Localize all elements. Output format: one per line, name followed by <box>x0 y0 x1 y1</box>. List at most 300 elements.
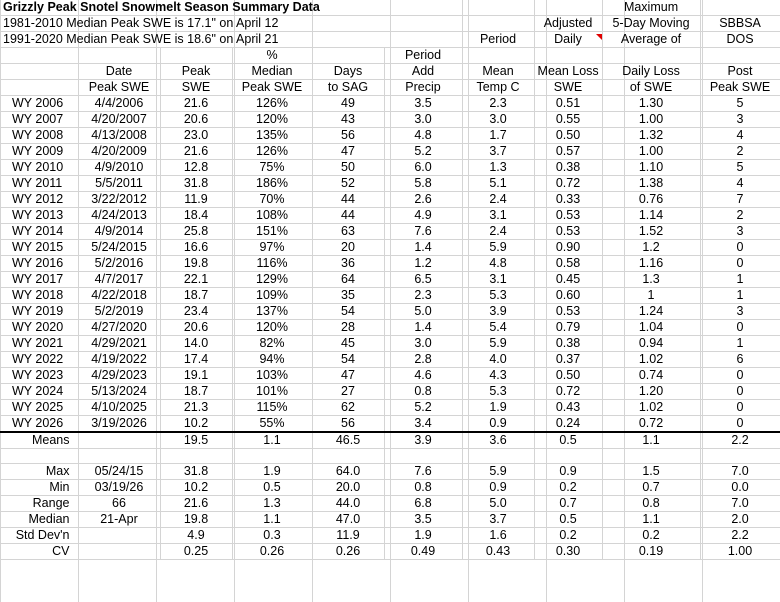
data-cell[interactable]: 4/22/2018 <box>78 288 160 304</box>
water-year-cell[interactable]: WY 2021 <box>0 336 78 352</box>
data-cell[interactable]: 3 <box>700 304 780 320</box>
data-cell[interactable]: 1 <box>700 272 780 288</box>
data-cell[interactable]: 0 <box>700 256 780 272</box>
data-cell[interactable]: 5.9 <box>462 240 534 256</box>
data-cell[interactable]: 1 <box>700 336 780 352</box>
column-header[interactable] <box>312 48 384 64</box>
data-cell[interactable]: 116% <box>232 256 312 272</box>
data-cell[interactable]: 5.8 <box>384 176 462 192</box>
data-cell[interactable]: 1 <box>602 288 700 304</box>
empty-cell[interactable] <box>160 449 232 464</box>
stat-cell[interactable]: 0.9 <box>534 464 602 480</box>
data-cell[interactable]: 1.52 <box>602 224 700 240</box>
data-cell[interactable]: 45 <box>312 336 384 352</box>
data-cell[interactable]: 12.8 <box>160 160 232 176</box>
data-cell[interactable]: 56 <box>312 416 384 433</box>
data-cell[interactable]: 7 <box>700 192 780 208</box>
stat-cell[interactable]: 1.1 <box>602 512 700 528</box>
data-cell[interactable]: 3.4 <box>384 416 462 433</box>
column-header[interactable]: Median <box>232 64 312 80</box>
data-cell[interactable]: 2.3 <box>462 96 534 112</box>
data-cell[interactable]: 4 <box>700 128 780 144</box>
data-cell[interactable]: 47 <box>312 144 384 160</box>
header-cell[interactable]: Adjusted <box>534 16 602 32</box>
means-cell[interactable]: 3.9 <box>384 432 462 449</box>
data-cell[interactable]: 2.3 <box>384 288 462 304</box>
data-cell[interactable]: 0.53 <box>534 208 602 224</box>
data-cell[interactable]: 20 <box>312 240 384 256</box>
data-cell[interactable]: 70% <box>232 192 312 208</box>
data-cell[interactable]: 101% <box>232 384 312 400</box>
data-cell[interactable]: 0.72 <box>534 176 602 192</box>
data-cell[interactable]: 18.4 <box>160 208 232 224</box>
data-cell[interactable]: 0 <box>700 368 780 384</box>
stat-cell[interactable]: 47.0 <box>312 512 384 528</box>
data-cell[interactable]: 94% <box>232 352 312 368</box>
stat-cell[interactable]: 0.8 <box>384 480 462 496</box>
data-cell[interactable]: 0.76 <box>602 192 700 208</box>
stat-cell[interactable]: 7.0 <box>700 496 780 512</box>
empty-cell[interactable] <box>700 449 780 464</box>
data-cell[interactable]: 1.00 <box>602 112 700 128</box>
data-cell[interactable]: 5.2 <box>384 144 462 160</box>
data-cell[interactable]: 0.51 <box>534 96 602 112</box>
data-cell[interactable]: 4/9/2010 <box>78 160 160 176</box>
empty-cell[interactable] <box>534 449 602 464</box>
stat-cell[interactable]: 03/19/26 <box>78 480 160 496</box>
stat-cell[interactable] <box>78 528 160 544</box>
data-cell[interactable]: 0.38 <box>534 160 602 176</box>
data-cell[interactable]: 1.38 <box>602 176 700 192</box>
stat-cell[interactable]: 0.3 <box>232 528 312 544</box>
column-header[interactable]: Temp C <box>462 80 534 96</box>
data-cell[interactable]: 3.0 <box>384 112 462 128</box>
stat-cell[interactable]: 1.6 <box>462 528 534 544</box>
data-cell[interactable]: 75% <box>232 160 312 176</box>
column-header[interactable] <box>700 48 780 64</box>
water-year-cell[interactable]: WY 2012 <box>0 192 78 208</box>
header-cell[interactable]: Period <box>462 32 534 48</box>
data-cell[interactable]: 0.72 <box>534 384 602 400</box>
header-cell[interactable]: DOS <box>700 32 780 48</box>
data-cell[interactable]: 1.30 <box>602 96 700 112</box>
stat-cell[interactable]: 66 <box>78 496 160 512</box>
data-cell[interactable]: 3.1 <box>462 272 534 288</box>
data-cell[interactable]: 6.5 <box>384 272 462 288</box>
data-cell[interactable]: 3 <box>700 224 780 240</box>
data-cell[interactable]: 151% <box>232 224 312 240</box>
data-cell[interactable]: 120% <box>232 112 312 128</box>
stat-cell[interactable]: 21.6 <box>160 496 232 512</box>
data-cell[interactable]: 0.45 <box>534 272 602 288</box>
data-cell[interactable]: 0.57 <box>534 144 602 160</box>
data-cell[interactable]: 126% <box>232 144 312 160</box>
data-cell[interactable]: 3/19/2026 <box>78 416 160 433</box>
data-cell[interactable]: 55% <box>232 416 312 433</box>
header-cell[interactable] <box>462 0 534 16</box>
data-cell[interactable]: 54 <box>312 352 384 368</box>
empty-cell[interactable] <box>78 449 160 464</box>
data-cell[interactable]: 2.4 <box>462 192 534 208</box>
data-cell[interactable]: 0 <box>700 384 780 400</box>
data-cell[interactable]: 1.2 <box>384 256 462 272</box>
data-cell[interactable]: 4/19/2022 <box>78 352 160 368</box>
data-cell[interactable]: 35 <box>312 288 384 304</box>
stat-cell[interactable]: 0.7 <box>602 480 700 496</box>
water-year-cell[interactable]: WY 2016 <box>0 256 78 272</box>
data-cell[interactable]: 20.6 <box>160 320 232 336</box>
data-cell[interactable]: 0.58 <box>534 256 602 272</box>
water-year-cell[interactable]: WY 2013 <box>0 208 78 224</box>
data-cell[interactable]: 27 <box>312 384 384 400</box>
stat-cell[interactable]: 1.3 <box>232 496 312 512</box>
data-cell[interactable]: 3.9 <box>462 304 534 320</box>
stat-cell[interactable]: 1.00 <box>700 544 780 560</box>
empty-cell[interactable] <box>602 449 700 464</box>
data-cell[interactable]: 4/20/2007 <box>78 112 160 128</box>
data-cell[interactable]: 49 <box>312 96 384 112</box>
empty-cell[interactable] <box>312 449 384 464</box>
stat-cell[interactable]: 0.26 <box>232 544 312 560</box>
data-cell[interactable]: 4/20/2009 <box>78 144 160 160</box>
stat-cell[interactable]: 0.49 <box>384 544 462 560</box>
data-cell[interactable]: 5.3 <box>462 288 534 304</box>
data-cell[interactable]: 0.90 <box>534 240 602 256</box>
data-cell[interactable]: 1 <box>700 288 780 304</box>
stat-cell[interactable]: 11.9 <box>312 528 384 544</box>
data-cell[interactable]: 5.0 <box>384 304 462 320</box>
data-cell[interactable]: 0.24 <box>534 416 602 433</box>
stat-cell[interactable]: 0.5 <box>232 480 312 496</box>
data-cell[interactable]: 2.6 <box>384 192 462 208</box>
data-cell[interactable]: 20.6 <box>160 112 232 128</box>
water-year-cell[interactable]: WY 2009 <box>0 144 78 160</box>
data-cell[interactable]: 52 <box>312 176 384 192</box>
data-cell[interactable]: 4/27/2020 <box>78 320 160 336</box>
data-cell[interactable]: 4.6 <box>384 368 462 384</box>
column-header[interactable]: Peak SWE <box>232 80 312 96</box>
data-cell[interactable]: 17.4 <box>160 352 232 368</box>
data-cell[interactable]: 0.94 <box>602 336 700 352</box>
stat-cell[interactable]: 0.26 <box>312 544 384 560</box>
column-header[interactable]: Precip <box>384 80 462 96</box>
stat-cell[interactable]: 0.7 <box>534 496 602 512</box>
data-cell[interactable]: 0.8 <box>384 384 462 400</box>
data-cell[interactable]: 7.6 <box>384 224 462 240</box>
data-cell[interactable]: 82% <box>232 336 312 352</box>
data-cell[interactable]: 0.37 <box>534 352 602 368</box>
data-cell[interactable]: 4.8 <box>462 256 534 272</box>
column-header[interactable]: Mean <box>462 64 534 80</box>
column-header[interactable]: SWE <box>160 80 232 96</box>
water-year-cell[interactable]: WY 2017 <box>0 272 78 288</box>
means-cell[interactable]: 3.6 <box>462 432 534 449</box>
stat-cell[interactable]: 05/24/15 <box>78 464 160 480</box>
stat-cell[interactable] <box>78 544 160 560</box>
column-header[interactable] <box>0 80 78 96</box>
data-cell[interactable]: 63 <box>312 224 384 240</box>
data-cell[interactable]: 4.0 <box>462 352 534 368</box>
stat-cell[interactable]: 2.2 <box>700 528 780 544</box>
means-cell[interactable]: 1.1 <box>232 432 312 449</box>
stat-cell[interactable]: 5.9 <box>462 464 534 480</box>
stat-label[interactable]: Min <box>0 480 78 496</box>
data-cell[interactable]: 1.02 <box>602 400 700 416</box>
stat-label[interactable]: Std Dev'n <box>0 528 78 544</box>
data-cell[interactable]: 120% <box>232 320 312 336</box>
column-header[interactable]: Peak <box>160 64 232 80</box>
data-cell[interactable]: 18.7 <box>160 384 232 400</box>
stat-cell[interactable]: 7.0 <box>700 464 780 480</box>
header-cell[interactable]: Maximum <box>602 0 700 16</box>
data-cell[interactable]: 0.50 <box>534 128 602 144</box>
empty-cell[interactable] <box>232 449 312 464</box>
header-cell[interactable]: Average of <box>602 32 700 48</box>
stat-cell[interactable]: 21-Apr <box>78 512 160 528</box>
stat-label[interactable]: Median <box>0 512 78 528</box>
stat-cell[interactable]: 7.6 <box>384 464 462 480</box>
header-cell[interactable]: 5-Day Moving <box>602 16 700 32</box>
data-cell[interactable]: 97% <box>232 240 312 256</box>
data-cell[interactable]: 19.1 <box>160 368 232 384</box>
data-cell[interactable]: 54 <box>312 304 384 320</box>
data-cell[interactable]: 1.16 <box>602 256 700 272</box>
stat-cell[interactable]: 3.5 <box>384 512 462 528</box>
data-cell[interactable]: 0.60 <box>534 288 602 304</box>
data-cell[interactable]: 186% <box>232 176 312 192</box>
stat-cell[interactable]: 10.2 <box>160 480 232 496</box>
data-cell[interactable]: 1.2 <box>602 240 700 256</box>
header-cell[interactable] <box>700 0 780 16</box>
data-cell[interactable]: 0.53 <box>534 224 602 240</box>
header-cell[interactable]: Daily <box>534 32 602 48</box>
data-cell[interactable]: 0.38 <box>534 336 602 352</box>
data-cell[interactable]: 0.74 <box>602 368 700 384</box>
column-header[interactable]: Days <box>312 64 384 80</box>
data-cell[interactable]: 1.02 <box>602 352 700 368</box>
data-cell[interactable]: 5.4 <box>462 320 534 336</box>
data-cell[interactable]: 47 <box>312 368 384 384</box>
stat-cell[interactable]: 6.8 <box>384 496 462 512</box>
data-cell[interactable]: 0 <box>700 320 780 336</box>
data-cell[interactable]: 3.5 <box>384 96 462 112</box>
empty-cell[interactable] <box>462 449 534 464</box>
data-cell[interactable]: 4/4/2006 <box>78 96 160 112</box>
data-cell[interactable]: 36 <box>312 256 384 272</box>
column-header[interactable] <box>534 48 602 64</box>
data-cell[interactable]: 4/29/2023 <box>78 368 160 384</box>
water-year-cell[interactable]: WY 2018 <box>0 288 78 304</box>
column-header[interactable]: Mean Loss <box>534 64 602 80</box>
stat-cell[interactable]: 0.30 <box>534 544 602 560</box>
data-cell[interactable]: 115% <box>232 400 312 416</box>
data-cell[interactable]: 3.7 <box>462 144 534 160</box>
empty-cell[interactable] <box>0 449 78 464</box>
data-cell[interactable]: 4/9/2014 <box>78 224 160 240</box>
column-header[interactable]: Peak SWE <box>700 80 780 96</box>
data-cell[interactable]: 10.2 <box>160 416 232 433</box>
data-cell[interactable]: 3 <box>700 112 780 128</box>
median-note-1981[interactable]: 1991-2020 Median Peak SWE is 18.6" on April 21 <box>0 32 462 48</box>
data-cell[interactable]: 109% <box>232 288 312 304</box>
data-cell[interactable]: 5/13/2024 <box>78 384 160 400</box>
column-header[interactable]: Date <box>78 64 160 80</box>
water-year-cell[interactable]: WY 2015 <box>0 240 78 256</box>
data-cell[interactable]: 56 <box>312 128 384 144</box>
data-cell[interactable]: 1.14 <box>602 208 700 224</box>
data-cell[interactable]: 5/2/2019 <box>78 304 160 320</box>
stat-cell[interactable]: 2.0 <box>700 512 780 528</box>
stat-label[interactable]: Max <box>0 464 78 480</box>
data-cell[interactable]: 2.8 <box>384 352 462 368</box>
stat-cell[interactable]: 31.8 <box>160 464 232 480</box>
column-header[interactable] <box>78 48 160 64</box>
data-cell[interactable]: 0.50 <box>534 368 602 384</box>
data-cell[interactable]: 6.0 <box>384 160 462 176</box>
data-cell[interactable]: 28 <box>312 320 384 336</box>
stat-cell[interactable]: 0.8 <box>602 496 700 512</box>
data-cell[interactable]: 0 <box>700 400 780 416</box>
water-year-cell[interactable]: WY 2007 <box>0 112 78 128</box>
data-cell[interactable]: 0 <box>700 240 780 256</box>
means-cell[interactable]: 0.5 <box>534 432 602 449</box>
column-header[interactable] <box>0 48 78 64</box>
data-cell[interactable]: 4 <box>700 176 780 192</box>
stat-cell[interactable]: 19.8 <box>160 512 232 528</box>
data-cell[interactable]: 5 <box>700 96 780 112</box>
means-cell[interactable] <box>78 432 160 449</box>
data-cell[interactable]: 3.0 <box>384 336 462 352</box>
water-year-cell[interactable]: WY 2008 <box>0 128 78 144</box>
data-cell[interactable]: 4/10/2025 <box>78 400 160 416</box>
stat-cell[interactable]: 64.0 <box>312 464 384 480</box>
data-cell[interactable]: 0.55 <box>534 112 602 128</box>
data-cell[interactable]: 19.8 <box>160 256 232 272</box>
data-cell[interactable]: 1.4 <box>384 320 462 336</box>
column-header[interactable] <box>462 48 534 64</box>
column-header[interactable]: of SWE <box>602 80 700 96</box>
data-cell[interactable]: 5 <box>700 160 780 176</box>
data-cell[interactable]: 11.9 <box>160 192 232 208</box>
data-cell[interactable]: 1.4 <box>384 240 462 256</box>
water-year-cell[interactable]: WY 2024 <box>0 384 78 400</box>
stat-cell[interactable]: 1.9 <box>384 528 462 544</box>
data-cell[interactable]: 62 <box>312 400 384 416</box>
stat-cell[interactable]: 1.5 <box>602 464 700 480</box>
stat-label[interactable]: CV <box>0 544 78 560</box>
column-header[interactable]: Peak SWE <box>78 80 160 96</box>
column-header[interactable] <box>160 48 232 64</box>
data-cell[interactable]: 0 <box>700 416 780 433</box>
data-cell[interactable]: 23.0 <box>160 128 232 144</box>
stat-cell[interactable]: 0.25 <box>160 544 232 560</box>
data-cell[interactable]: 5/2/2016 <box>78 256 160 272</box>
means-cell[interactable]: 1.1 <box>602 432 700 449</box>
data-cell[interactable]: 5.3 <box>462 384 534 400</box>
stat-cell[interactable]: 3.7 <box>462 512 534 528</box>
data-cell[interactable]: 0.43 <box>534 400 602 416</box>
data-cell[interactable]: 43 <box>312 112 384 128</box>
empty-cell[interactable] <box>384 449 462 464</box>
water-year-cell[interactable]: WY 2020 <box>0 320 78 336</box>
data-cell[interactable]: 135% <box>232 128 312 144</box>
data-cell[interactable]: 18.7 <box>160 288 232 304</box>
data-cell[interactable]: 3.0 <box>462 112 534 128</box>
data-cell[interactable]: 2 <box>700 208 780 224</box>
stat-cell[interactable]: 1.1 <box>232 512 312 528</box>
stat-cell[interactable]: 1.9 <box>232 464 312 480</box>
data-cell[interactable]: 108% <box>232 208 312 224</box>
column-header[interactable]: Daily Loss <box>602 64 700 80</box>
column-header[interactable]: Period <box>384 48 462 64</box>
stat-cell[interactable]: 0.2 <box>602 528 700 544</box>
data-cell[interactable]: 21.3 <box>160 400 232 416</box>
header-cell[interactable]: SBBSA <box>700 16 780 32</box>
data-cell[interactable]: 23.4 <box>160 304 232 320</box>
column-header[interactable]: Add <box>384 64 462 80</box>
water-year-cell[interactable]: WY 2026 <box>0 416 78 433</box>
stat-cell[interactable]: 4.9 <box>160 528 232 544</box>
data-cell[interactable]: 21.6 <box>160 144 232 160</box>
data-cell[interactable]: 0.9 <box>462 416 534 433</box>
data-cell[interactable]: 5.9 <box>462 336 534 352</box>
data-cell[interactable]: 1.3 <box>462 160 534 176</box>
data-cell[interactable]: 1.24 <box>602 304 700 320</box>
column-header[interactable] <box>602 48 700 64</box>
data-cell[interactable]: 64 <box>312 272 384 288</box>
data-cell[interactable]: 22.1 <box>160 272 232 288</box>
data-cell[interactable]: 3.1 <box>462 208 534 224</box>
column-header[interactable]: SWE <box>534 80 602 96</box>
water-year-cell[interactable]: WY 2019 <box>0 304 78 320</box>
water-year-cell[interactable]: WY 2006 <box>0 96 78 112</box>
stat-cell[interactable]: 0.43 <box>462 544 534 560</box>
water-year-cell[interactable]: WY 2011 <box>0 176 78 192</box>
data-cell[interactable]: 4.8 <box>384 128 462 144</box>
data-cell[interactable]: 25.8 <box>160 224 232 240</box>
means-cell[interactable]: 2.2 <box>700 432 780 449</box>
data-cell[interactable]: 16.6 <box>160 240 232 256</box>
means-cell[interactable]: 19.5 <box>160 432 232 449</box>
water-year-cell[interactable]: WY 2010 <box>0 160 78 176</box>
water-year-cell[interactable]: WY 2014 <box>0 224 78 240</box>
stat-cell[interactable]: 44.0 <box>312 496 384 512</box>
column-header[interactable] <box>0 64 78 80</box>
data-cell[interactable]: 129% <box>232 272 312 288</box>
column-header[interactable]: % <box>232 48 312 64</box>
stat-cell[interactable]: 0.19 <box>602 544 700 560</box>
data-cell[interactable]: 137% <box>232 304 312 320</box>
data-cell[interactable]: 0.33 <box>534 192 602 208</box>
data-cell[interactable]: 4/29/2021 <box>78 336 160 352</box>
data-cell[interactable]: 4.3 <box>462 368 534 384</box>
stat-cell[interactable]: 0.5 <box>534 512 602 528</box>
data-cell[interactable]: 2.4 <box>462 224 534 240</box>
water-year-cell[interactable]: WY 2025 <box>0 400 78 416</box>
data-cell[interactable]: 5/24/2015 <box>78 240 160 256</box>
data-cell[interactable]: 4/13/2008 <box>78 128 160 144</box>
means-label[interactable]: Means <box>0 432 78 449</box>
data-cell[interactable]: 5/5/2011 <box>78 176 160 192</box>
stat-cell[interactable]: 0.9 <box>462 480 534 496</box>
data-cell[interactable]: 1.9 <box>462 400 534 416</box>
stat-cell[interactable]: 0.2 <box>534 480 602 496</box>
data-cell[interactable]: 21.6 <box>160 96 232 112</box>
stat-cell[interactable]: 20.0 <box>312 480 384 496</box>
data-cell[interactable]: 31.8 <box>160 176 232 192</box>
header-cell[interactable] <box>462 16 534 32</box>
data-cell[interactable]: 5.1 <box>462 176 534 192</box>
